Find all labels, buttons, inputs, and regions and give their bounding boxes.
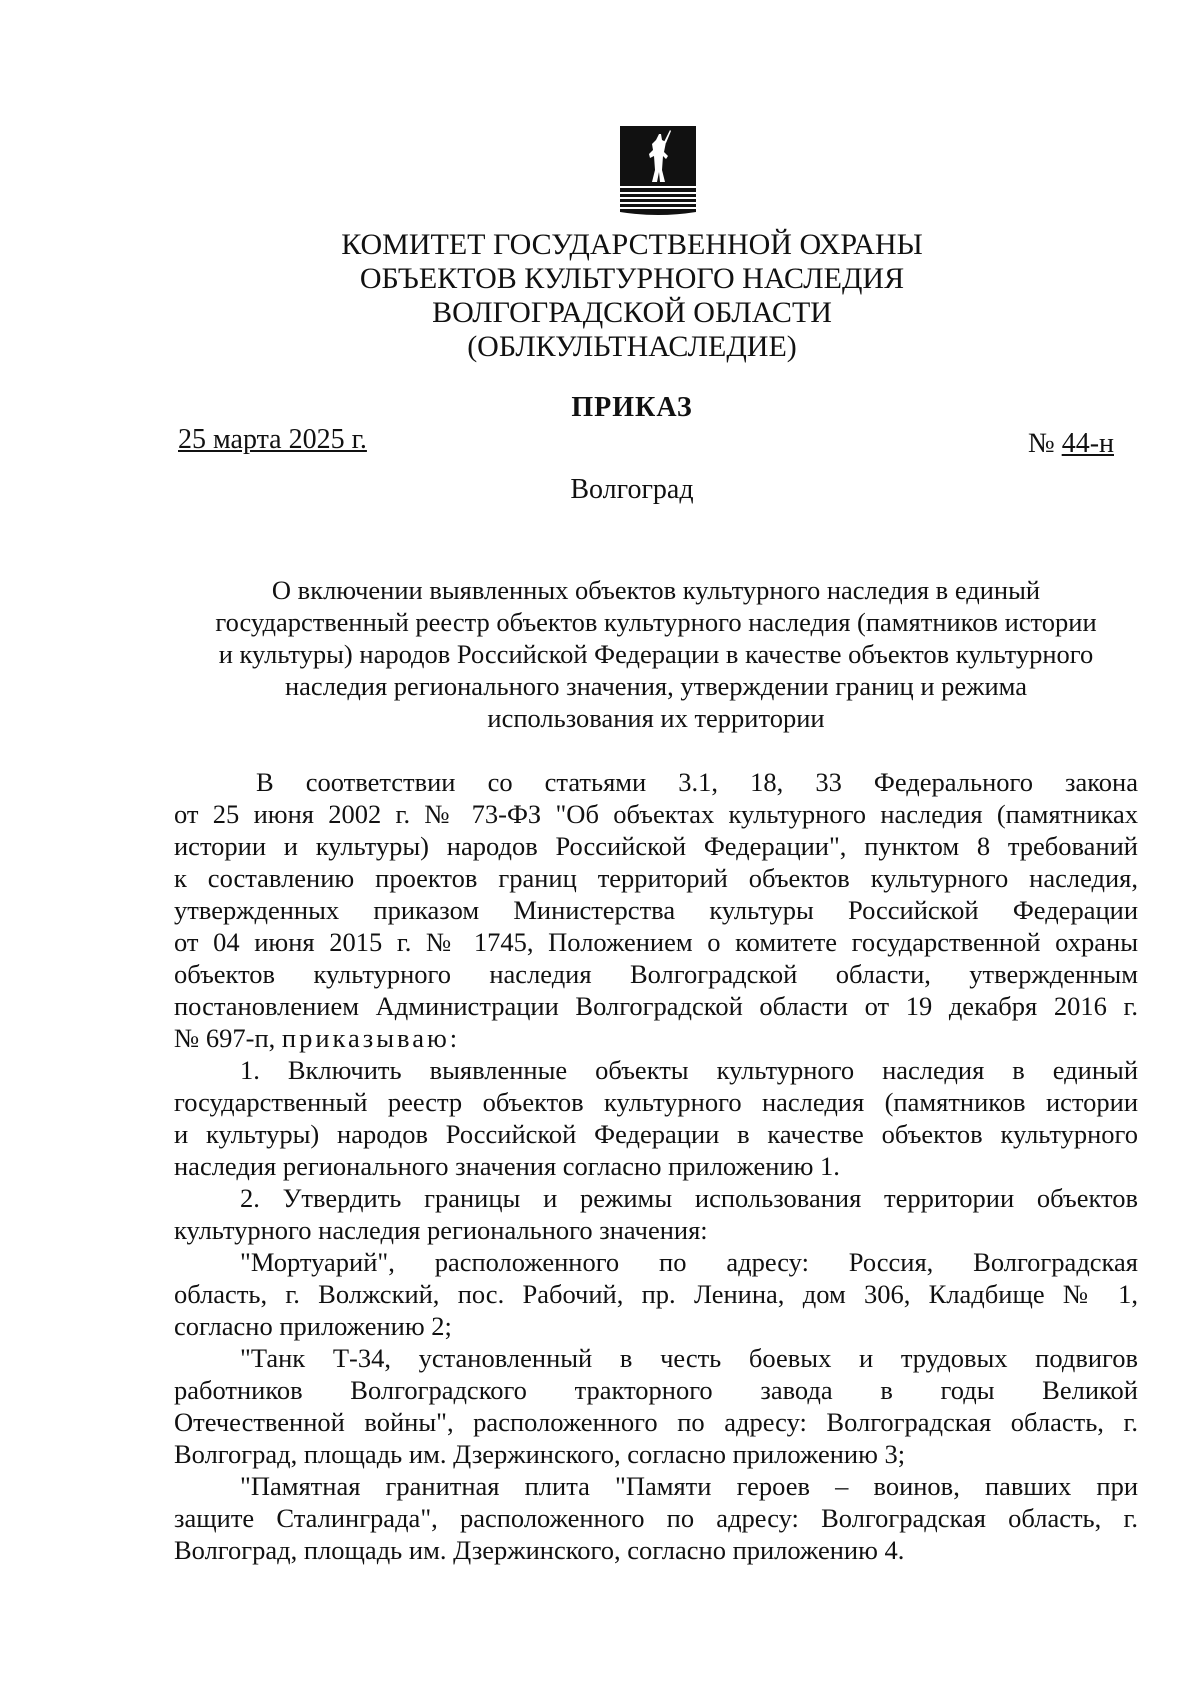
title-line: наследия регионального значения, утверждении границ и режима <box>284 671 1027 701</box>
body-line: к составлению проектов границ территорий объектов культурного наследия, <box>174 863 1138 893</box>
body-line: культурного наследия регионального значения: <box>174 1215 708 1245</box>
document-body <box>174 766 1138 1566</box>
body-line: область, г. Волжский, пос. Рабочий, пр. Ленина, дом 306, Кладбище № 1, <box>174 1279 1138 1309</box>
body-line: государственный реестр объектов культурного наследия (памятников истории <box>174 1087 1138 1117</box>
body-line: 2. Утвердить границы и режимы использования территории объектов <box>240 1183 1138 1213</box>
prikazyvayu-word: приказываю <box>281 1023 450 1053</box>
document-number <box>1028 428 1114 460</box>
number-prefix: № <box>1027 428 1062 459</box>
document-city: Волгоград <box>570 474 694 505</box>
body-line: "Мортуарий", расположенного по адресу: Россия, Волгоградская <box>240 1247 1138 1277</box>
preamble-end-suffix: : <box>449 1023 458 1053</box>
body-line: наследия регионального значения согласно приложению 1. <box>174 1151 840 1181</box>
body-line: защите Сталинграда", расположенного по адресу: Волгоградская область, г. <box>174 1503 1138 1533</box>
title-line: использования их территории <box>487 703 825 733</box>
body-line: Отечественной войны", расположенного по адресу: Волгоградская область, г. <box>174 1407 1138 1437</box>
body-line: Волгоград, площадь им. Дзержинского, согласно приложению 4. <box>174 1535 905 1565</box>
body-line: 1. Включить выявленные объекты культурного наследия в единый <box>240 1055 1138 1085</box>
body-line: утвержденных приказом Министерства культуры Российской Федерации <box>174 895 1138 925</box>
organization-header <box>0 228 1200 364</box>
body-line: "Танк Т-34, установленный в честь боевых и трудовых подвигов <box>240 1343 1138 1373</box>
body-line: В соответствии со статьями 3.1, 18, 33 Федерального закона <box>256 767 1138 797</box>
body-line: согласно приложению 2; <box>174 1311 452 1341</box>
org-line-2: ОБЪЕКТОВ КУЛЬТУРНОГО НАСЛЕДИЯ <box>359 262 905 295</box>
body-line: от 04 июня 2015 г. № 1745, Положением о комитете государственной охраны <box>174 927 1138 957</box>
body-line: объектов культурного наследия Волгоградской области, утвержденным <box>174 959 1138 989</box>
body-line: от 25 июня 2002 г. № 73-ФЗ "Об объектах культурного наследия (памятниках <box>174 799 1138 829</box>
body-line: работников Волгоградского тракторного завода в годы Великой <box>174 1375 1138 1405</box>
org-line-3: ВОЛГОГРАДСКОЙ ОБЛАСТИ <box>432 296 832 329</box>
body-line: постановлением Администрации Волгоградской области от 19 декабря 2016 г. <box>174 991 1138 1021</box>
document-date: 25 марта 2025 г. <box>178 424 367 455</box>
preamble-end-prefix: № 697-п, <box>174 1023 282 1053</box>
title-line: О включении выявленных объектов культурного наследия в единый <box>271 575 1041 605</box>
title-line: и культуры) народов Российской Федерации в качестве объектов культурного <box>218 639 1094 669</box>
org-line-4: (ОБЛКУЛЬТНАСЛЕДИЕ) <box>467 330 797 363</box>
body-line <box>174 1022 1138 1054</box>
document-type: ПРИКАЗ <box>571 392 693 423</box>
document-title <box>176 574 1136 734</box>
body-line: "Памятная гранитная плита "Памяти героев – воинов, павших при <box>240 1471 1138 1501</box>
body-line: и культуры) народов Российской Федерации в качестве объектов культурного <box>174 1119 1138 1149</box>
number-value: 44-н <box>1061 428 1114 459</box>
volgograd-coat-of-arms-icon <box>620 126 696 216</box>
org-line-1: КОМИТЕТ ГОСУДАРСТВЕННОЙ ОХРАНЫ <box>341 228 923 261</box>
body-line: Волгоград, площадь им. Дзержинского, согласно приложению 3; <box>174 1439 906 1469</box>
title-line: государственный реестр объектов культурного наследия (памятников истории <box>215 607 1097 637</box>
body-line: истории и культуры) народов Российской Федерации", пунктом 8 требований <box>174 831 1138 861</box>
